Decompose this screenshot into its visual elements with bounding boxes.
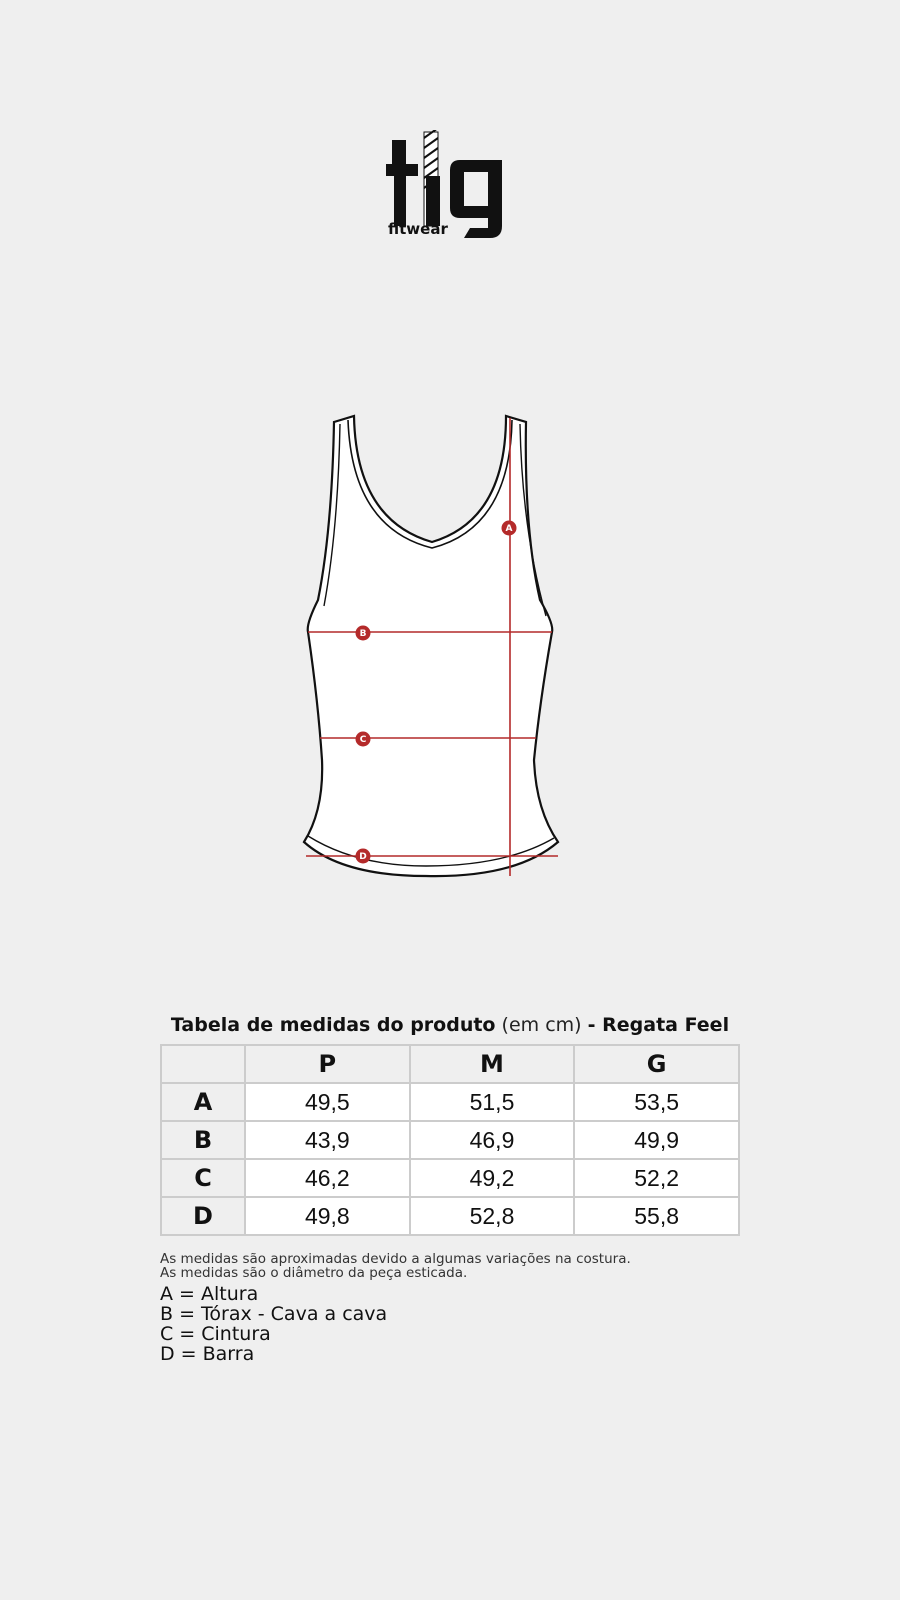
table-cell: 49,8 [245, 1197, 410, 1235]
marker-b-label: B [359, 629, 367, 639]
row-label: C [161, 1159, 245, 1197]
table-cell: 55,8 [574, 1197, 739, 1235]
tank-top-diagram [296, 410, 576, 890]
title-unit: (em cm) [501, 1014, 582, 1036]
marker-c-label: C [359, 735, 367, 745]
legend-item: C = Cintura [160, 1323, 271, 1345]
marker-a-label: A [505, 524, 513, 534]
table-row [161, 1121, 739, 1159]
legend-item: A = Altura [160, 1283, 259, 1305]
brand-tagline: fitwear [388, 220, 448, 238]
table-cell: 51,5 [410, 1083, 575, 1121]
title-product: - Regata Feel [587, 1014, 730, 1036]
legend-item: D = Barra [160, 1343, 255, 1365]
measurement-notes [160, 1252, 760, 1280]
header-empty-cell [161, 1045, 245, 1083]
table-cell: 52,8 [410, 1197, 575, 1235]
brand-logo [386, 130, 516, 242]
table-row [161, 1159, 739, 1197]
header-size-m: M [410, 1045, 575, 1083]
size-table-title [160, 1012, 740, 1038]
marker-d-label: D [359, 852, 367, 862]
table-cell: 46,9 [410, 1121, 575, 1159]
note-diameter: As medidas são o diâmetro da peça esticada. [160, 1265, 468, 1281]
header-size-g: G [574, 1045, 739, 1083]
table-cell: 46,2 [245, 1159, 410, 1197]
row-label: A [161, 1083, 245, 1121]
note-approximate: As medidas são aproximadas devido a algumas variações na costura. [160, 1251, 631, 1267]
tank-top-outline [304, 416, 558, 876]
legend-item: B = Tórax - Cava a cava [160, 1303, 388, 1325]
measurement-legend [160, 1284, 660, 1364]
table-header-row [161, 1045, 739, 1083]
table-cell: 43,9 [245, 1121, 410, 1159]
table-cell: 49,2 [410, 1159, 575, 1197]
size-table [160, 1044, 740, 1236]
header-size-p: P [245, 1045, 410, 1083]
row-label: B [161, 1121, 245, 1159]
table-row [161, 1197, 739, 1235]
table-cell: 53,5 [574, 1083, 739, 1121]
table-cell: 49,5 [245, 1083, 410, 1121]
row-label: D [161, 1197, 245, 1235]
table-row [161, 1083, 739, 1121]
table-cell: 49,9 [574, 1121, 739, 1159]
table-cell: 52,2 [574, 1159, 739, 1197]
title-main: Tabela de medidas do produto [170, 1014, 496, 1036]
